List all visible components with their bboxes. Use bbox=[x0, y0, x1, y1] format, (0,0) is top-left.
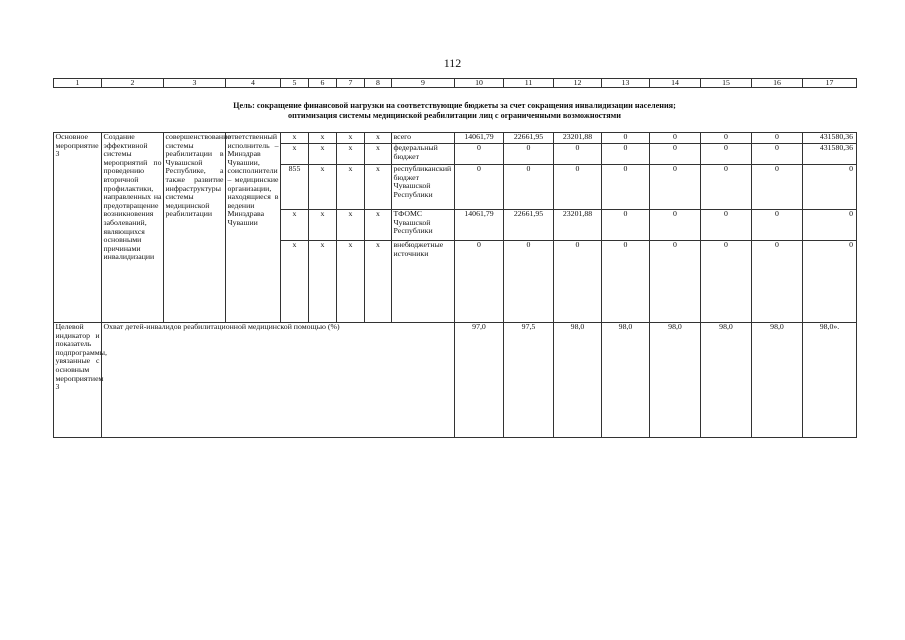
funding-source: внебюджетные источники bbox=[392, 241, 455, 323]
funding-value-v16: 0 bbox=[752, 210, 803, 241]
funding-value-v10: 14061,79 bbox=[455, 210, 504, 241]
funding-value-c5: x bbox=[281, 133, 309, 144]
funding-value-v13: 0 bbox=[602, 133, 650, 144]
funding-row-0 bbox=[54, 133, 857, 144]
funding-value-v13: 0 bbox=[602, 165, 650, 210]
funding-value-v12: 23201,88 bbox=[554, 210, 602, 241]
funding-value-v17: 0 bbox=[803, 241, 857, 323]
funding-value-v13: 0 bbox=[602, 210, 650, 241]
column-number-15: 15 bbox=[701, 79, 752, 88]
funding-value-v17: 0 bbox=[803, 165, 857, 210]
goal-heading bbox=[53, 101, 856, 121]
column-number-12: 12 bbox=[554, 79, 602, 88]
funding-value-v11: 0 bbox=[504, 165, 554, 210]
indicator-type: Целевой индикатор и показатель подпрограммы, увязанные с основным мероприятием 3 bbox=[54, 323, 102, 438]
funding-value-v13: 0 bbox=[602, 144, 650, 165]
funding-value-v11: 0 bbox=[504, 144, 554, 165]
funding-value-v11: 22661,95 bbox=[504, 133, 554, 144]
funding-value-v14: 0 bbox=[650, 210, 701, 241]
column-number-6: 6 bbox=[309, 79, 337, 88]
column-number-1: 1 bbox=[54, 79, 102, 88]
funding-value-c7: x bbox=[337, 144, 365, 165]
column-number-9: 9 bbox=[392, 79, 455, 88]
activity-type: Основное мероприятие 3 bbox=[54, 133, 102, 323]
funding-value-v12: 0 bbox=[554, 165, 602, 210]
goal-line-1: Цель: сокращение финансовой нагрузки на соответствующие бюджеты за счет сокращения инвалидизации населения; bbox=[233, 101, 676, 110]
funding-value-v12: 0 bbox=[554, 144, 602, 165]
funding-value-c7: x bbox=[337, 241, 365, 323]
funding-value-v16: 0 bbox=[752, 144, 803, 165]
funding-value-v10: 0 bbox=[455, 165, 504, 210]
column-number-10: 10 bbox=[455, 79, 504, 88]
funding-value-c8: x bbox=[365, 144, 392, 165]
indicator-name: Охват детей-инвалидов реабилитационной медицинской помощью (%) bbox=[102, 323, 455, 438]
funding-value-v14: 0 bbox=[650, 165, 701, 210]
goal-line-2: оптимизация системы медицинской реабилитации лиц с ограниченными возможностями bbox=[288, 111, 621, 120]
funding-value-c6: x bbox=[309, 144, 337, 165]
column-number-11: 11 bbox=[504, 79, 554, 88]
funding-value-v15: 0 bbox=[701, 210, 752, 241]
funding-value-c5: x bbox=[281, 210, 309, 241]
indicator-value: 98,0 bbox=[650, 323, 701, 438]
indicator-value: 98,0 bbox=[602, 323, 650, 438]
funding-value-v10: 0 bbox=[455, 241, 504, 323]
funding-value-v16: 0 bbox=[752, 133, 803, 144]
funding-value-c6: x bbox=[309, 210, 337, 241]
column-number-16: 16 bbox=[752, 79, 803, 88]
indicator-row bbox=[54, 323, 857, 438]
funding-value-c5: 855 bbox=[281, 165, 309, 210]
column-number-3: 3 bbox=[164, 79, 226, 88]
page-number: 112 bbox=[443, 56, 462, 70]
funding-value-v17: 431580,36 bbox=[803, 133, 857, 144]
funding-value-v13: 0 bbox=[602, 241, 650, 323]
funding-value-v16: 0 bbox=[752, 241, 803, 323]
funding-value-c6: x bbox=[309, 165, 337, 210]
funding-value-v12: 23201,88 bbox=[554, 133, 602, 144]
funding-value-c7: x bbox=[337, 165, 365, 210]
funding-source: всего bbox=[392, 133, 455, 144]
column-number-5: 5 bbox=[281, 79, 309, 88]
funding-value-v15: 0 bbox=[701, 133, 752, 144]
funding-value-v17: 431580,36 bbox=[803, 144, 857, 165]
funding-value-c5: x bbox=[281, 144, 309, 165]
funding-value-v15: 0 bbox=[701, 144, 752, 165]
indicator-value: 98,0 bbox=[701, 323, 752, 438]
indicator-value: 97,0 bbox=[455, 323, 504, 438]
column-number-14: 14 bbox=[650, 79, 701, 88]
funding-source: ТФОМС Чувашской Республики bbox=[392, 210, 455, 241]
funding-value-c7: x bbox=[337, 210, 365, 241]
funding-value-v16: 0 bbox=[752, 165, 803, 210]
funding-value-v14: 0 bbox=[650, 133, 701, 144]
funding-value-v17: 0 bbox=[803, 210, 857, 241]
funding-value-c8: x bbox=[365, 133, 392, 144]
funding-value-c7: x bbox=[337, 133, 365, 144]
funding-value-v12: 0 bbox=[554, 241, 602, 323]
funding-value-c8: x bbox=[365, 165, 392, 210]
funding-value-v10: 14061,79 bbox=[455, 133, 504, 144]
column-number-8: 8 bbox=[365, 79, 392, 88]
funding-value-c8: x bbox=[365, 241, 392, 323]
indicator-value: 98,0». bbox=[803, 323, 857, 438]
indicator-value: 98,0 bbox=[554, 323, 602, 438]
funding-value-v14: 0 bbox=[650, 144, 701, 165]
funding-value-c5: x bbox=[281, 241, 309, 323]
activity-goal: совершенствование системы реабилитации в Чувашской Республике, а также развитие инфраструктуры системы медицинской реабилитации bbox=[164, 133, 226, 323]
indicator-value: 97,5 bbox=[504, 323, 554, 438]
funding-value-v10: 0 bbox=[455, 144, 504, 165]
funding-value-c8: x bbox=[365, 210, 392, 241]
column-number-17: 17 bbox=[803, 79, 857, 88]
funding-source: федеральный бюджет bbox=[392, 144, 455, 165]
activity-name: Создание эффективной системы мероприятий по проведению вторичной профилактики, направленных на предотвращение возникновения заболеваний, являющихся основными причинами инвалидизации bbox=[102, 133, 164, 323]
activity-responsible: ответственный исполнитель – Минздрав Чувашии, соисполнители – медицинские организации, находящиеся в ведении Минздрава Чувашии bbox=[226, 133, 281, 323]
column-number-4: 4 bbox=[226, 79, 281, 88]
funding-value-v11: 22661,95 bbox=[504, 210, 554, 241]
activity-table bbox=[53, 132, 857, 438]
indicator-value: 98,0 bbox=[752, 323, 803, 438]
funding-value-v15: 0 bbox=[701, 165, 752, 210]
funding-value-c6: x bbox=[309, 133, 337, 144]
column-number-13: 13 bbox=[602, 79, 650, 88]
funding-value-v14: 0 bbox=[650, 241, 701, 323]
funding-source: республиканский бюджет Чувашской Республики bbox=[392, 165, 455, 210]
funding-value-c6: x bbox=[309, 241, 337, 323]
funding-value-v15: 0 bbox=[701, 241, 752, 323]
column-number-7: 7 bbox=[337, 79, 365, 88]
column-number-header bbox=[53, 78, 857, 88]
column-number-2: 2 bbox=[102, 79, 164, 88]
funding-value-v11: 0 bbox=[504, 241, 554, 323]
